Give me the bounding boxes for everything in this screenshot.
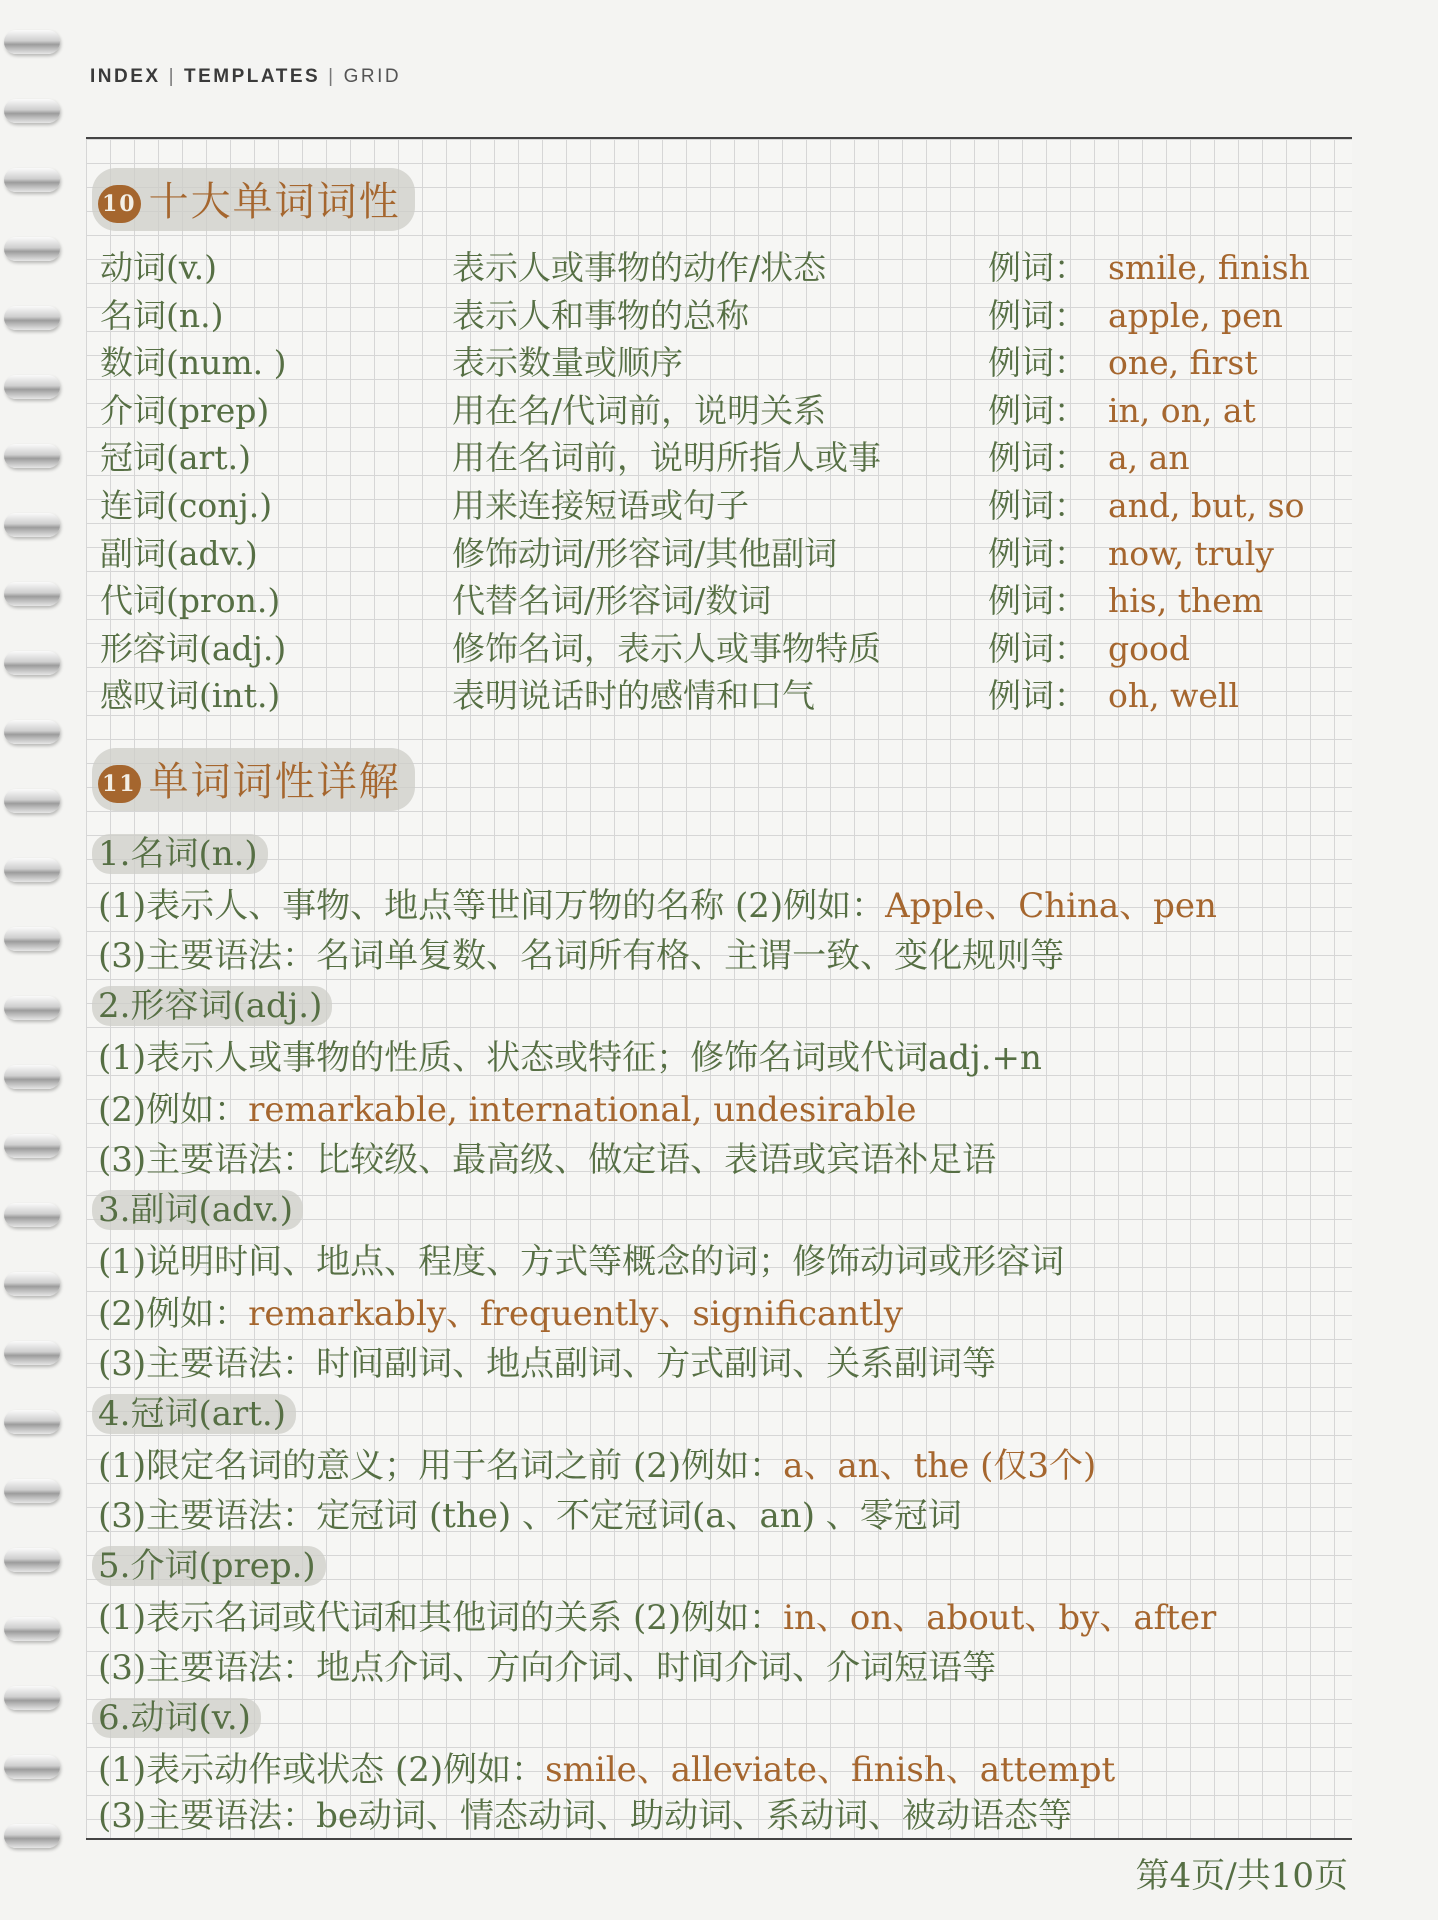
pos-row — [100, 244, 1340, 292]
pos-row — [100, 292, 1340, 340]
pos-name: 感叹词(int.) — [100, 676, 281, 716]
pos-row — [100, 434, 1340, 482]
binding-ring — [4, 858, 60, 882]
detail-line: (1)说明时间、地点、程度、方式等概念的词；修饰动词或形容词 — [98, 1242, 1065, 1282]
detail-line: (3)主要语法：名词单复数、名词所有格、主谓一致、变化规则等 — [98, 936, 1065, 976]
detail-line: (3)主要语法：定冠词 (the) 、不定冠词(a、an) 、零冠词 — [98, 1496, 962, 1536]
pos-name: 连词(conj.) — [100, 486, 273, 525]
binding-ring — [4, 651, 60, 675]
pos-example-label: 例词： — [988, 343, 1087, 383]
detail-line: (3)主要语法：地点介词、方向介词、时间介词、介词短语等 — [98, 1648, 997, 1688]
binding-ring — [4, 1755, 60, 1779]
pos-examples: oh, well — [1108, 676, 1239, 716]
pos-description: 表示人和事物的总称 — [452, 295, 749, 335]
pos-description: 表示人或事物的动作/状态 — [452, 248, 827, 287]
pos-examples: good — [1108, 628, 1190, 668]
pos-description: 修饰名词，表示人或事物特质 — [452, 628, 881, 668]
pos-examples: a, an — [1108, 438, 1190, 478]
detail-heading-verb: 6.动词(v.) — [92, 1698, 261, 1738]
nav-separator: | — [328, 66, 336, 87]
pos-example-label: 例词： — [988, 676, 1087, 716]
detail-line: (3)主要语法：时间副词、地点副词、方式副词、关系副词等 — [98, 1344, 997, 1384]
binding-ring — [4, 1065, 60, 1089]
pos-description: 用来连接短语或句子 — [452, 486, 749, 525]
binding-ring — [4, 513, 60, 537]
detail-line: (1)表示动作或状态 (2)例如：smile、alleviate、finish、attempt — [98, 1750, 1116, 1790]
nav-index[interactable]: INDEX — [90, 66, 161, 87]
binding-ring — [4, 1410, 60, 1434]
pos-row — [100, 387, 1340, 435]
pos-name: 数词(num. ) — [100, 343, 287, 383]
pos-examples: smile, finish — [1108, 248, 1310, 287]
pos-name: 代词(pron.) — [100, 581, 281, 621]
pos-description: 表明说话时的感情和口气 — [452, 676, 815, 716]
detail-heading-art: 4.冠词(art.) — [92, 1394, 296, 1434]
pos-name: 冠词(art.) — [100, 438, 251, 478]
detail-line: (1)限定名词的意义；用于名词之前 (2)例如：a、an、the (仅3个) — [98, 1446, 1097, 1486]
binding-ring — [4, 375, 60, 399]
pos-description: 修饰动词/形容词/其他副词 — [452, 533, 838, 573]
binding-ring — [4, 1479, 60, 1503]
binding-ring — [4, 237, 60, 261]
binding-ring — [4, 306, 60, 330]
pos-description: 代替名词/形容词/数词 — [452, 581, 772, 621]
section-10-badge: 10 — [98, 185, 141, 223]
pos-example-label: 例词： — [988, 628, 1087, 668]
pos-row — [100, 625, 1340, 673]
pos-examples: now, truly — [1108, 533, 1274, 573]
section-11-badge: 11 — [98, 765, 141, 803]
pos-examples: and, but, so — [1108, 486, 1305, 525]
section-11-title-text: 单词词性详解 — [148, 759, 401, 805]
detail-line: (2)例如：remarkable, international, undesirable — [98, 1090, 917, 1130]
binding-ring — [4, 168, 60, 192]
binding-ring — [4, 1203, 60, 1227]
pos-name: 形容词(adj.) — [100, 628, 287, 668]
pos-name: 动词(v.) — [100, 248, 217, 287]
pos-example-label: 例词： — [988, 295, 1087, 335]
nav-templates[interactable]: TEMPLATES — [184, 66, 321, 87]
binding-ring — [4, 582, 60, 606]
binding-ring — [4, 996, 60, 1020]
nav-grid[interactable]: GRID — [343, 66, 402, 87]
binding-ring — [4, 99, 60, 123]
binding-ring — [4, 1272, 60, 1296]
detail-heading-adv: 3.副词(adv.) — [92, 1190, 303, 1230]
pos-example-label: 例词： — [988, 390, 1087, 430]
page-number: 第4页/共10页 — [1135, 1856, 1348, 1896]
binding-ring — [4, 927, 60, 951]
pos-examples: in, on, at — [1108, 390, 1256, 430]
pos-examples: one, first — [1108, 343, 1258, 383]
binding-ring — [4, 1341, 60, 1365]
binding-ring — [4, 444, 60, 468]
pos-row — [100, 577, 1340, 625]
section-10-title — [92, 168, 415, 231]
detail-line: (2)例如：remarkably、frequently、significantly — [98, 1294, 903, 1334]
detail-line: (1)表示人、事物、地点等世间万物的名称 (2)例如：Apple、China、pen — [98, 886, 1217, 926]
binding-ring — [4, 1617, 60, 1641]
detail-heading-prep: 5.介词(prep.) — [92, 1546, 326, 1586]
binding-ring — [4, 720, 60, 744]
pos-description: 用在名/代词前，说明关系 — [452, 390, 827, 430]
pos-name: 介词(prep) — [100, 390, 270, 430]
pos-example-label: 例词： — [988, 248, 1087, 287]
detail-heading-noun: 1.名词(n.) — [92, 834, 268, 874]
detail-line: (3)主要语法：比较级、最高级、做定语、表语或宾语补足语 — [98, 1140, 997, 1180]
pos-example-label: 例词： — [988, 486, 1087, 525]
detail-line: (1)表示名词或代词和其他词的关系 (2)例如：in、on、about、by、after — [98, 1598, 1217, 1638]
binding-ring — [4, 1824, 60, 1848]
detail-line: (1)表示人或事物的性质、状态或特征；修饰名词或代词adj.+n — [98, 1038, 1042, 1078]
pos-name: 名词(n.) — [100, 295, 224, 335]
binding-ring — [4, 789, 60, 813]
pos-row — [100, 530, 1340, 578]
binding-ring — [4, 1686, 60, 1710]
bottom-rule — [86, 1838, 1352, 1840]
pos-row — [100, 672, 1340, 720]
section-10-title-text: 十大单词词性 — [148, 179, 401, 225]
pos-name: 副词(adv.) — [100, 533, 258, 573]
detail-line: (3)主要语法：be动词、情态动词、助动词、系动词、被动语态等 — [98, 1796, 1073, 1836]
pos-example-label: 例词： — [988, 581, 1087, 621]
nav-tabs — [90, 66, 401, 88]
pos-example-label: 例词： — [988, 533, 1087, 573]
pos-row — [100, 339, 1340, 387]
pos-row — [100, 482, 1340, 530]
binding-ring — [4, 1134, 60, 1158]
binding-ring — [4, 1548, 60, 1572]
pos-description: 表示数量或顺序 — [452, 343, 683, 383]
binding-ring — [4, 30, 60, 54]
pos-example-label: 例词： — [988, 438, 1087, 478]
pos-examples: apple, pen — [1108, 295, 1283, 335]
section-11-title — [92, 748, 415, 811]
pos-examples: his, them — [1108, 581, 1264, 621]
detail-heading-adj: 2.形容词(adj.) — [92, 986, 332, 1026]
nav-separator: | — [168, 66, 177, 87]
pos-description: 用在名词前，说明所指人或事 — [452, 438, 881, 478]
